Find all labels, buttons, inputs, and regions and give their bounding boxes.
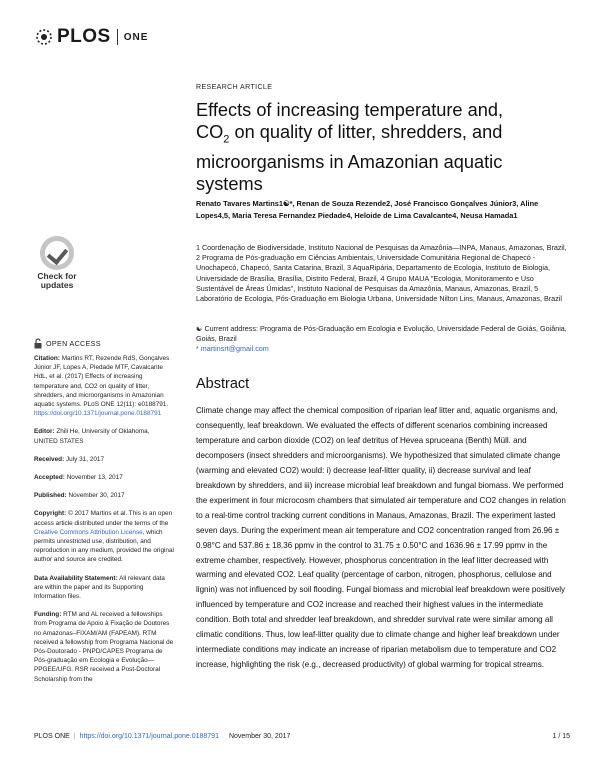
footer-date: November 30, 2017 [228, 733, 291, 740]
check-for-updates-label: Check for updates [37, 271, 77, 290]
footer-journal: PLOS ONE [34, 733, 70, 740]
citation: Citation: Martins RT, Rezende RdS, Gonçalves Júnior JF, Lopes A, Piedade MTF, Cavalcante HdL, et al. (2017) Effects of increasing temperature and, CO2 on quality of litter, shredders, and microorganisms in Amazonian aquatic systems. PLoS ONE 12(11): e0188791. https://doi.org/10.1371/journal.pone.0188791 [34, 355, 170, 418]
footer-doi-link[interactable]: https://doi.org/10.1371/journal.pone.0188791 [79, 733, 219, 740]
affiliations: 1 Coordenação de Biodiversidade, Instituto Nacional de Pesquisas da Amazônia—INPA, Manaus, Amazonas, Brazil, 2 Programa de Pós-graduação em Ciências Ambientais, Universidade Comunitária Regional de Chapecó - Unochapecó, Chapecó, Santa Catarina, Brazil, 3 AquaRipária, Departamento de Ecologia, Instituto de Biologia, Universidade de Brasília, Brasília, Distrito Federal, Brazil, 4 Grupo MAUA "Ecologia, Monitoramento e Uso Sustentável de Áreas Úmidas", Instituto Nacional de Pesquisas da Amazônia, Manaus, Amazonas, Brazil, 5 Laboratório de Ecologia, Pós-Graduação em Biologia Urbana, Universidade Nilton Lins, Manaus, Amazonas, Brazil [196, 243, 567, 304]
logo-journal: ONE [123, 31, 149, 43]
published-date: Published: November 30, 2017 [34, 492, 125, 500]
corresponding-email[interactable]: * martinsrt@gmail.com [196, 344, 269, 354]
plos-dots-icon [34, 27, 54, 47]
author-list: Renato Tavares Martins1☯*, Renan de Souza Rezende2, José Francisco Gonçalves Júnior3, Aline Lopes4,5, Maria Teresa Fernandez Piedade4, Heloide de Lima Cavalcante4, Neusa Hamada1 [196, 199, 539, 220]
open-lock-icon [34, 338, 42, 349]
logo-divider [117, 29, 118, 45]
citation-doi-link[interactable]: https://doi.org/10.1371/journal.pone.0188791 [34, 410, 162, 418]
open-access-text: OPEN ACCESS [46, 339, 101, 348]
data-availability: Data Availability Statement: All relevant data are within the paper and its Supporting Information files. [34, 574, 165, 601]
page-number: 1 / 15 [552, 733, 570, 740]
open-access-label [34, 338, 101, 349]
abstract-heading: Abstract [196, 376, 250, 392]
license-link[interactable]: Creative Commons Attribution License [34, 528, 143, 536]
checkmark-icon [40, 236, 74, 270]
abstract-text: Climate change may affect the chemical composition of riparian leaf litter and, aquatic organisms and, consequently, leaf breakdown. We evaluated the effects of different scenarios combining increased temperature and carbon dioxide (CO2) on leaf detritus of Hevea spruceana (Benth) Müll. and decomposers (insect shredders and microorganisms). We hypothesized that simulated climate change (warming and elevated CO2) would: i) decrease leaf-litter quality, ii) decrease survival and leaf breakdown by shredders, and iii) increase microbial leaf breakdown and fungal biomass. We performed the experiment in four microcosm chambers that simulated air temperature and CO2 changes in relation to a real-time control tracking current conditions in Manaus, Amazonas, Brazil. The experiment lasted seven days. During the experiment mean air temperature and CO2 concentration ranged from 26.96 ± 0.98°C and 537.86 ± 18.36 ppmv in the control to 31.75 ± 0.50°C and 1636.96 ± 17.99 ppmv in the extreme chamber, respectively. However, phosphorus concentration in the leaf litter decreased with warming and elevated CO2. Leaf quality (percentage of carbon, nitrogen, phosphorus, cellulose and lignin) was not influenced by soil flooding. Fungal biomass and microbial leaf breakdown were positively influenced by temperature and CO2 increase and reached their highest values in the intermediate condition. Both total and shredder leaf breakdown, and shredder survival rate were similar among all climatic conditions. Thus, low leaf-litter quality due to climate change and higher leaf breakdown under intermediate conditions may indicate an increase of riparian metabolism due to temperature and CO2 increase, highlighting the risk (e.g., decreased productivity) of global warming for tropical streams. [196, 406, 566, 670]
accepted-date: Accepted: November 13, 2017 [34, 474, 123, 482]
logo-text: PLOS [57, 26, 111, 47]
article-type: RESEARCH ARTICLE [196, 84, 273, 91]
copyright: Copyright: © 2017 Martins et al. This is an open access article distributed under the terms of the Creative Commons Attribution License, which permits unrestricted use, distribution, and reproduction in any medium, provided the original author and source are credited. [34, 510, 174, 564]
received-date: Received: July 31, 2017 [34, 455, 105, 463]
funding: Funding: RTM and AL received a fellowships from Programa de Apoio à Fixação de Doutores no Amazonas–FIXAM/AM (FAPEAM). RTM received a fellowship from Programa Nacional de Pós-Doutorado - PNPD/CAPES Programa de Pós-graduação em Ecologia e Evolução—PPGEE/UFG. RSR received a Post-Doctoral Scholarship from the [34, 611, 174, 683]
article-title: Effects of increasing temperature and, $CO_2$ on quality of litter, shredders, and microorganisms in Amazonian aquatic systems [196, 100, 504, 194]
current-address: ☯ Current address: Programa de Pós-Graduação em Ecologia e Evolução, Universidade Federal de Goiás, Goiânia, Goiás, Brazil * martinsrt@gmail.com [196, 324, 570, 355]
page-footer: PLOS ONE | https://doi.org/10.1371/journal.pone.0188791 November 30, 2017 1 / 15 [34, 733, 570, 740]
article-metadata [34, 354, 174, 693]
check-for-updates-badge[interactable] [34, 236, 80, 294]
editor: Editor: Zhili He, University of Oklahoma, UNITED STATES [34, 428, 150, 445]
journal-logo [34, 26, 148, 48]
